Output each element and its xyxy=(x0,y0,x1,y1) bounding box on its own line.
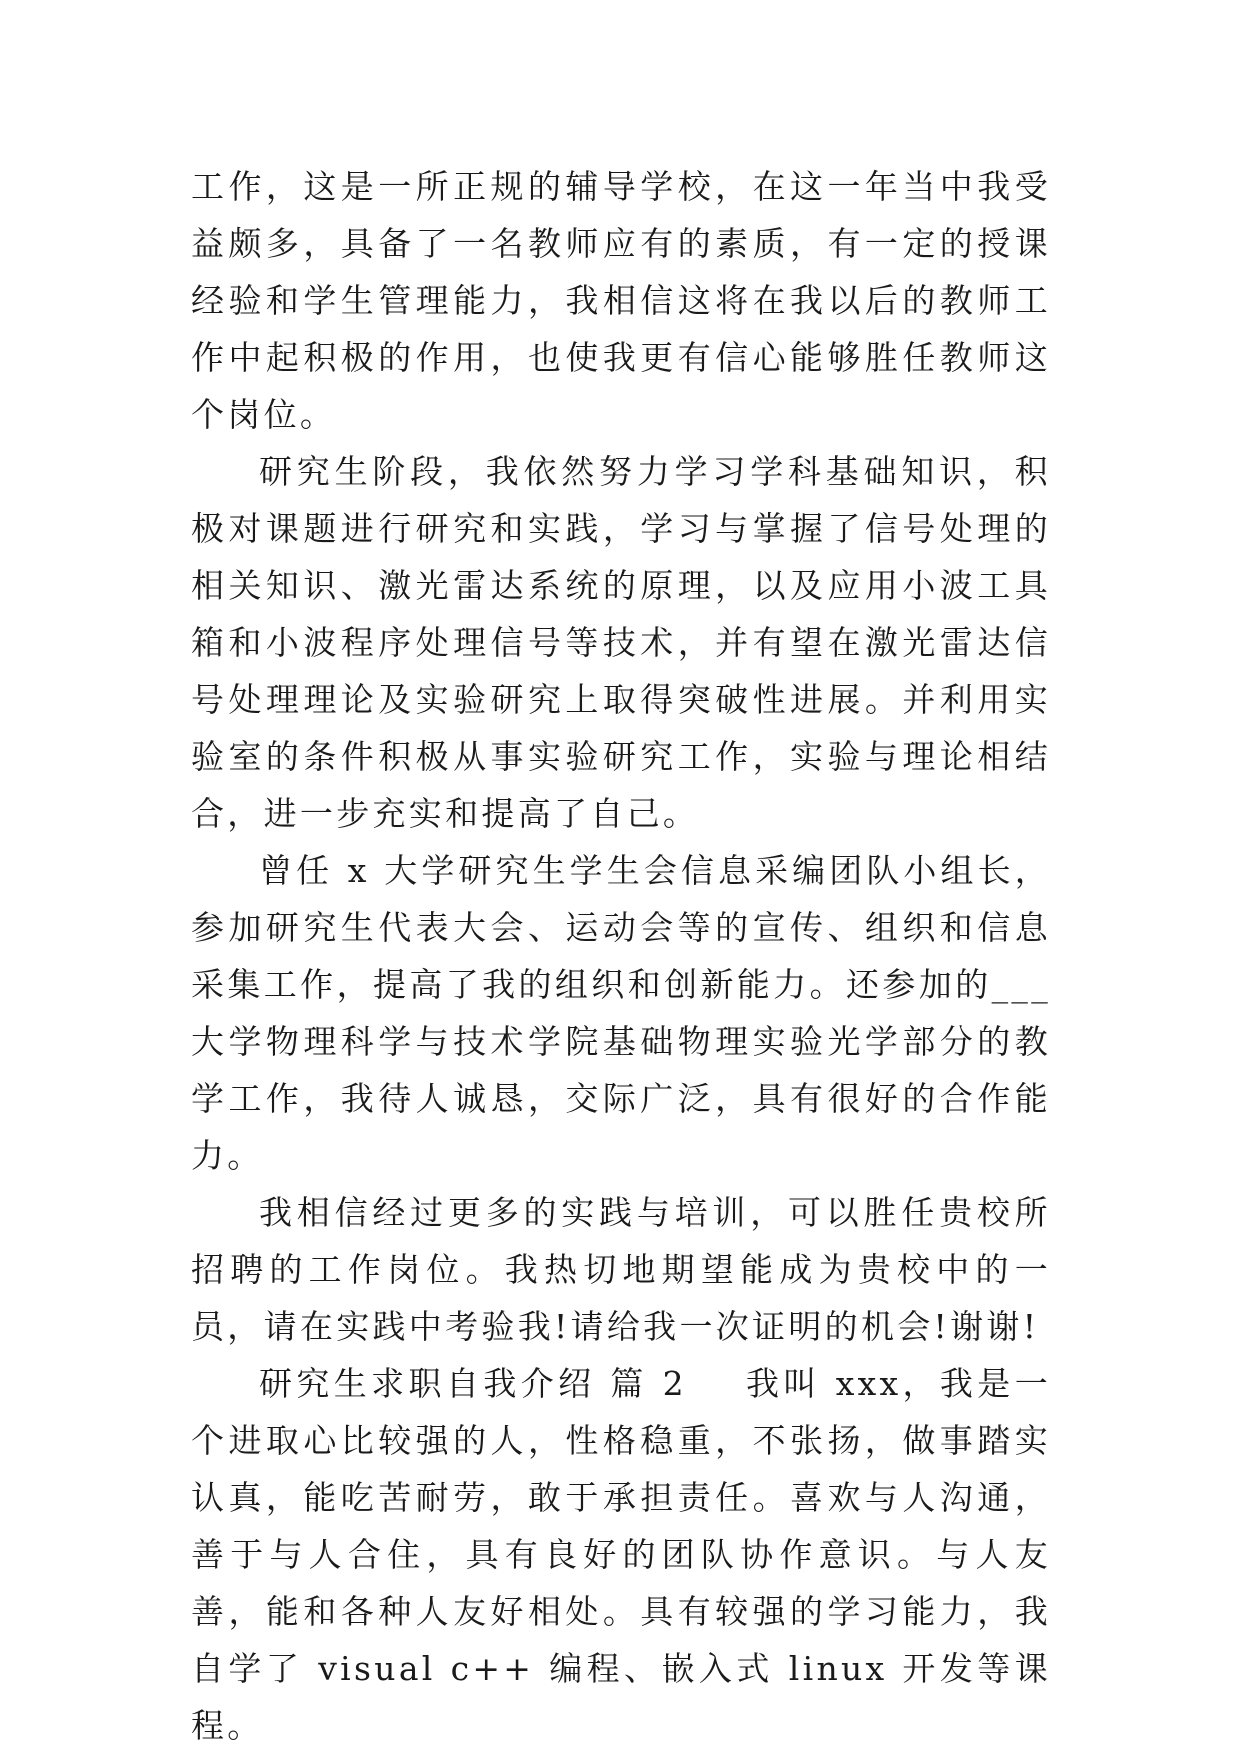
document-body xyxy=(191,158,1051,1754)
paragraph-2: 研究生阶段，我依然努力学习学科基础知识，积极对课题进行研究和实践，学习与掌握了信号处理的相关知识、激光雷达系统的原理，以及应用小波工具箱和小波程序处理信号等技术，并有望在激光雷达信号处理理论及实验研究上取得突破性进展。并利用实验室的条件积极从事实验研究工作，实验与理论相结合，进一步充实和提高了自己。 xyxy=(191,452,1051,833)
section-heading: 研究生求职自我介绍 篇 2 xyxy=(259,1364,687,1403)
section-paragraph xyxy=(191,1355,1051,1754)
paragraph-1: 工作，这是一所正规的辅导学校，在这一年当中我受益颇多，具备了一名教师应有的素质，有一定的授课经验和学生管理能力，我相信这将在我以后的教师工作中起积极的作用，也使我更有信心能够胜任教师这个岗位。 xyxy=(191,167,1051,434)
paragraph-4: 我相信经过更多的实践与培训，可以胜任贵校所招聘的工作岗位。我热切地期望能成为贵校中的一员，请在实践中考验我!请给我一次证明的机会!谢谢! xyxy=(191,1193,1051,1346)
paragraph-3: 曾任 x 大学研究生学生会信息采编团队小组长，参加研究生代表大会、运动会等的宣传、组织和信息采集工作，提高了我的组织和创新能力。还参加的___大学物理科学与技术学院基础物理实验光学部分的教学工作，我待人诚恳，交际广泛，具有很好的合作能力。 xyxy=(191,851,1051,1175)
section-text: 我叫 xxx，我是一个进取心比较强的人，性格稳重，不张扬，做事踏实认真，能吃苦耐劳，敢于承担责任。喜欢与人沟通，善于与人合住，具有良好的团队协作意识。与人友善，能和各种人友好相处。具有较强的学习能力，我自学了 visual c++ 编程、嵌入式 linux 开发等课程。 xyxy=(191,1364,1051,1745)
